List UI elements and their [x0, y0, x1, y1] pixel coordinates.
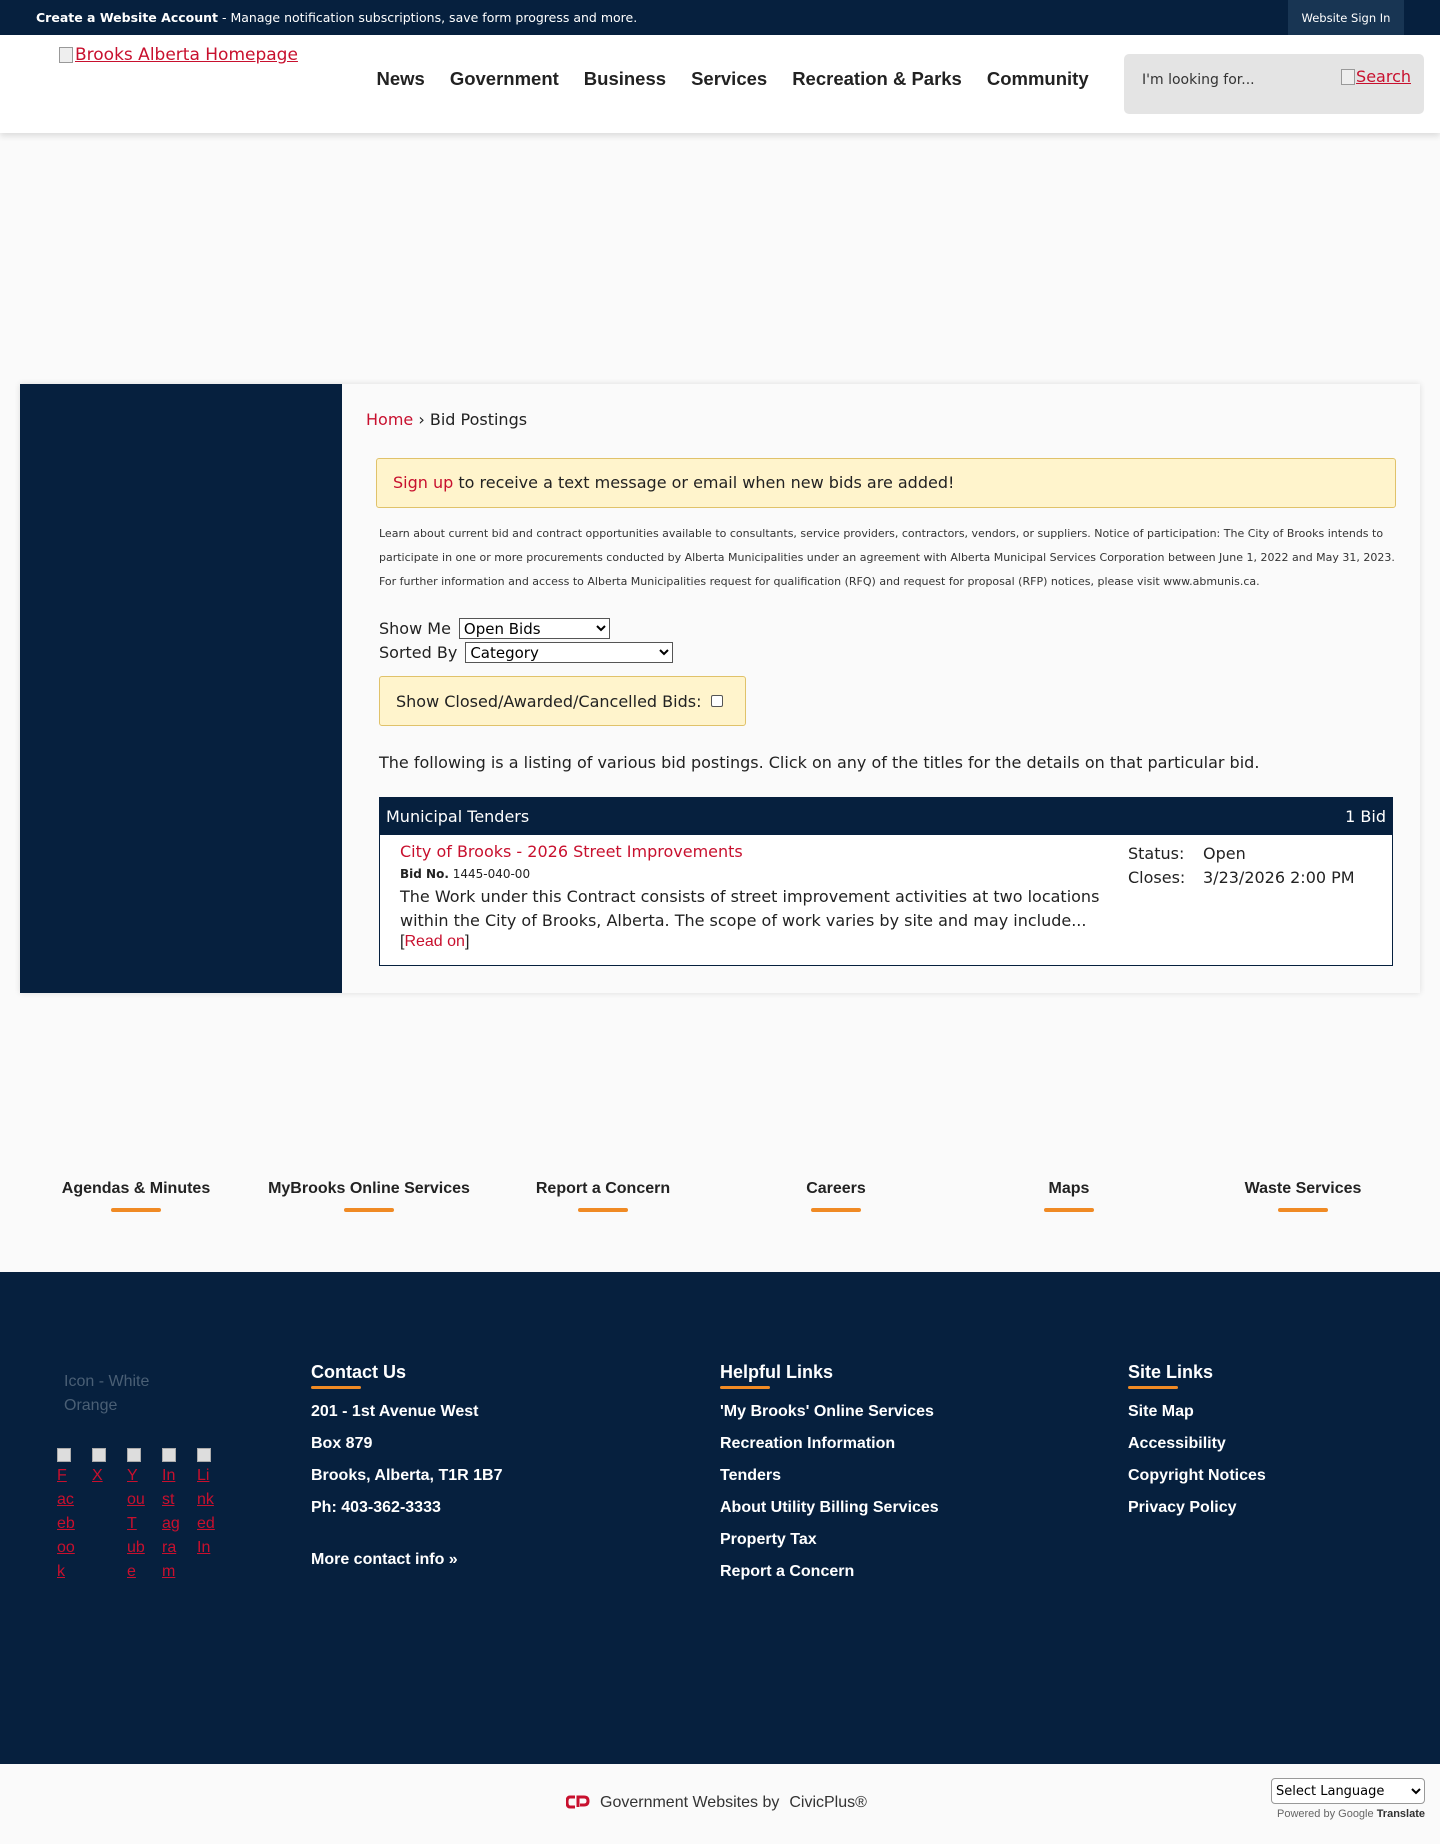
quick-link-agendas[interactable] — [26, 1180, 246, 1212]
breadcrumb-current: Bid Postings — [429, 410, 528, 429]
x-link[interactable] — [92, 1448, 110, 1584]
quick-links — [0, 1180, 1440, 1224]
intro-text: Learn about current bid and contract opportunities available to consultants, service providers, contractors, vendors, or suppliers. Notice of participation: The City of Brooks intends to participate in one or more procurements conducted by Alberta Municipalities under an agreement with Alberta Municipal Services Corporation between June 1, 2022 and May 31, 2023. For further information and access to Alberta Municipalities request for qualification (RFQ) and request for proposal (RFP) notices, please visit www.abmunis.ca. — [379, 527, 1395, 588]
quick-link-underline — [811, 1208, 861, 1212]
show-closed-label: Show Closed/Awarded/Cancelled Bids: — [396, 691, 702, 711]
contact-heading-text: Contact Us — [311, 1362, 407, 1382]
sign-up-link[interactable]: Sign up — [393, 473, 454, 492]
website-sign-in-button[interactable]: Website Sign In — [1288, 0, 1404, 35]
bid-number-value: 1445-040-00 — [452, 867, 531, 881]
google-translate — [1271, 1778, 1425, 1820]
sorted-by-select[interactable] — [465, 642, 673, 663]
youtube-label: YouTube — [127, 1467, 145, 1580]
heading-underline — [720, 1386, 770, 1389]
search-box — [1124, 54, 1424, 114]
signup-alert-text: to receive a text message or email when new bids are added! — [453, 473, 955, 492]
instagram-link[interactable] — [162, 1448, 180, 1584]
google-text: Google — [1338, 1808, 1374, 1820]
status-value: Open — [1203, 844, 1246, 863]
bid-number-label: Bid No. — [400, 867, 449, 881]
facebook-icon — [57, 1448, 71, 1462]
site-footer — [0, 1272, 1440, 1764]
heading-underline — [311, 1386, 361, 1389]
footer-link-copyright[interactable]: Copyright Notices — [1128, 1467, 1266, 1484]
site-heading — [1128, 1362, 1266, 1389]
quick-link-underline — [578, 1208, 628, 1212]
search-button-label: Search — [1356, 67, 1411, 86]
search-input[interactable] — [1142, 72, 1322, 88]
footer-link-site-map[interactable]: Site Map — [1128, 1403, 1194, 1420]
broken-image-icon — [59, 47, 73, 63]
language-select[interactable] — [1271, 1778, 1425, 1804]
footer-link-accessibility[interactable]: Accessibility — [1128, 1435, 1226, 1452]
powered-by-text: Powered by — [1276, 1808, 1336, 1820]
facebook-link[interactable] — [57, 1448, 75, 1584]
civicplus-credit — [566, 1794, 867, 1812]
bid-category: Municipal Tenders — [386, 807, 530, 826]
linkedin-label: LinkedIn — [197, 1467, 215, 1556]
read-on-wrapper: [Read on] — [400, 933, 470, 950]
read-on-link[interactable]: Read on — [404, 933, 465, 950]
bid-count: 1 Bid — [1345, 807, 1386, 826]
quick-link-label: Careers — [806, 1180, 866, 1197]
show-closed-box — [379, 676, 746, 726]
youtube-icon — [127, 1448, 141, 1462]
site-heading-text: Site Links — [1128, 1362, 1214, 1382]
footer-logo: Icon - White Orange — [64, 1373, 150, 1414]
site-header — [0, 35, 1440, 133]
breadcrumb-home-link[interactable]: Home — [366, 410, 414, 429]
quick-link-underline — [344, 1208, 394, 1212]
bid-item — [400, 842, 1120, 951]
quick-link-waste[interactable] — [1193, 1180, 1413, 1212]
facebook-label: Facebook — [57, 1467, 75, 1580]
linkedin-icon — [197, 1448, 211, 1462]
translate-link[interactable]: Translate — [1376, 1808, 1425, 1820]
sorted-by-row — [379, 642, 673, 663]
quick-link-underline — [1044, 1208, 1094, 1212]
nav-recreation-parks[interactable]: Recreation & Parks — [792, 68, 962, 89]
closes-label: Closes: — [1128, 868, 1186, 887]
contact-phone: Ph: 403-362-3333 — [311, 1499, 441, 1516]
bid-title-link[interactable]: City of Brooks - 2026 Street Improvements — [400, 842, 743, 861]
closes-value: 3/23/2026 2:00 PM — [1203, 868, 1355, 887]
quick-link-label: Waste Services — [1244, 1180, 1362, 1197]
bid-table-header — [380, 798, 1392, 835]
instagram-icon — [162, 1448, 176, 1462]
quick-link-label: MyBrooks Online Services — [268, 1180, 470, 1197]
quick-link-label: Maps — [1048, 1180, 1090, 1197]
quick-link-mybrooks[interactable] — [259, 1180, 479, 1212]
footer-link-recreation[interactable]: Recreation Information — [720, 1435, 896, 1452]
listing-description: The following is a listing of various bid postings. Click on any of the titles for the details on that particular bid. — [379, 753, 1260, 772]
bid-status-block — [1128, 842, 1355, 890]
nav-news[interactable]: News — [376, 68, 425, 89]
civicplus-text: Government Websites by — [600, 1794, 780, 1811]
contact-box: Box 879 — [311, 1435, 373, 1452]
logo-alt-text: Brooks Alberta Homepage — [75, 45, 298, 65]
account-message — [36, 10, 637, 25]
youtube-link[interactable] — [127, 1448, 145, 1584]
contact-heading — [311, 1362, 502, 1389]
contact-address: 201 - 1st Avenue West — [311, 1403, 479, 1420]
footer-link-privacy[interactable]: Privacy Policy — [1128, 1499, 1237, 1516]
nav-services[interactable]: Services — [691, 68, 768, 89]
helpful-heading-text: Helpful Links — [720, 1362, 834, 1382]
quick-link-report-concern[interactable] — [493, 1180, 713, 1212]
site-logo-link[interactable] — [59, 45, 298, 65]
more-contact-link[interactable]: More contact info » — [311, 1551, 458, 1568]
sorted-by-label: Sorted By — [379, 643, 458, 662]
account-message-text: - Manage notification subscriptions, save form progress and more. — [218, 10, 638, 25]
footer-link-tenders[interactable]: Tenders — [720, 1467, 782, 1484]
main-container — [20, 384, 1420, 993]
nav-community[interactable]: Community — [986, 68, 1089, 89]
contact-city: Brooks, Alberta, T1R 1B7 — [311, 1467, 503, 1484]
footer-site-links — [1128, 1362, 1266, 1517]
breadcrumb — [366, 410, 527, 429]
bottom-bar — [0, 1764, 1440, 1844]
footer-helpful-links — [720, 1362, 939, 1581]
footer-contact — [311, 1362, 502, 1569]
signup-alert — [376, 458, 1396, 508]
x-label: X — [92, 1467, 103, 1484]
show-me-select[interactable] — [459, 618, 610, 639]
footer-link-mybrooks[interactable]: 'My Brooks' Online Services — [720, 1403, 934, 1420]
quick-link-label: Report a Concern — [535, 1180, 671, 1197]
instagram-label: Instagram — [162, 1467, 180, 1580]
bid-description: The Work under this Contract consists of street improvement activities at two locations within the City of Brooks, Alberta. The scope of work varies by site and may include... — [400, 887, 1100, 930]
quick-link-careers[interactable] — [726, 1180, 946, 1212]
quick-link-underline — [111, 1208, 161, 1212]
quick-link-maps[interactable] — [959, 1180, 1179, 1212]
quick-link-underline — [1278, 1208, 1328, 1212]
search-button[interactable] — [1341, 67, 1411, 86]
civicplus-logo-icon — [566, 1795, 590, 1812]
helpful-heading — [720, 1362, 939, 1389]
civicplus-link[interactable]: CivicPlus® — [789, 1794, 867, 1811]
footer-link-report-concern[interactable]: Report a Concern — [720, 1563, 855, 1580]
show-me-label: Show Me — [379, 619, 451, 638]
bid-table — [379, 797, 1393, 966]
social-links — [57, 1448, 215, 1584]
heading-underline — [1128, 1386, 1178, 1389]
bid-number — [400, 867, 1120, 881]
top-bar — [0, 0, 1440, 35]
footer-link-property-tax[interactable]: Property Tax — [720, 1531, 817, 1548]
breadcrumb-separator: › — [418, 410, 425, 429]
nav-business[interactable]: Business — [583, 68, 667, 89]
footer-link-utility[interactable]: About Utility Billing Services — [720, 1499, 939, 1516]
powered-by-google — [1271, 1808, 1425, 1820]
show-closed-checkbox[interactable] — [711, 695, 723, 707]
quick-link-label: Agendas & Minutes — [61, 1180, 211, 1197]
content-area — [342, 384, 1420, 993]
nav-government[interactable]: Government — [449, 68, 559, 89]
status-label: Status: — [1128, 844, 1185, 863]
x-icon — [92, 1448, 106, 1462]
main-nav — [364, 68, 1101, 90]
linkedin-link[interactable] — [197, 1448, 215, 1584]
show-me-row — [379, 618, 610, 639]
create-account-link[interactable]: Create a Website Account — [36, 10, 218, 25]
sidebar — [20, 384, 342, 993]
search-icon — [1341, 69, 1355, 85]
